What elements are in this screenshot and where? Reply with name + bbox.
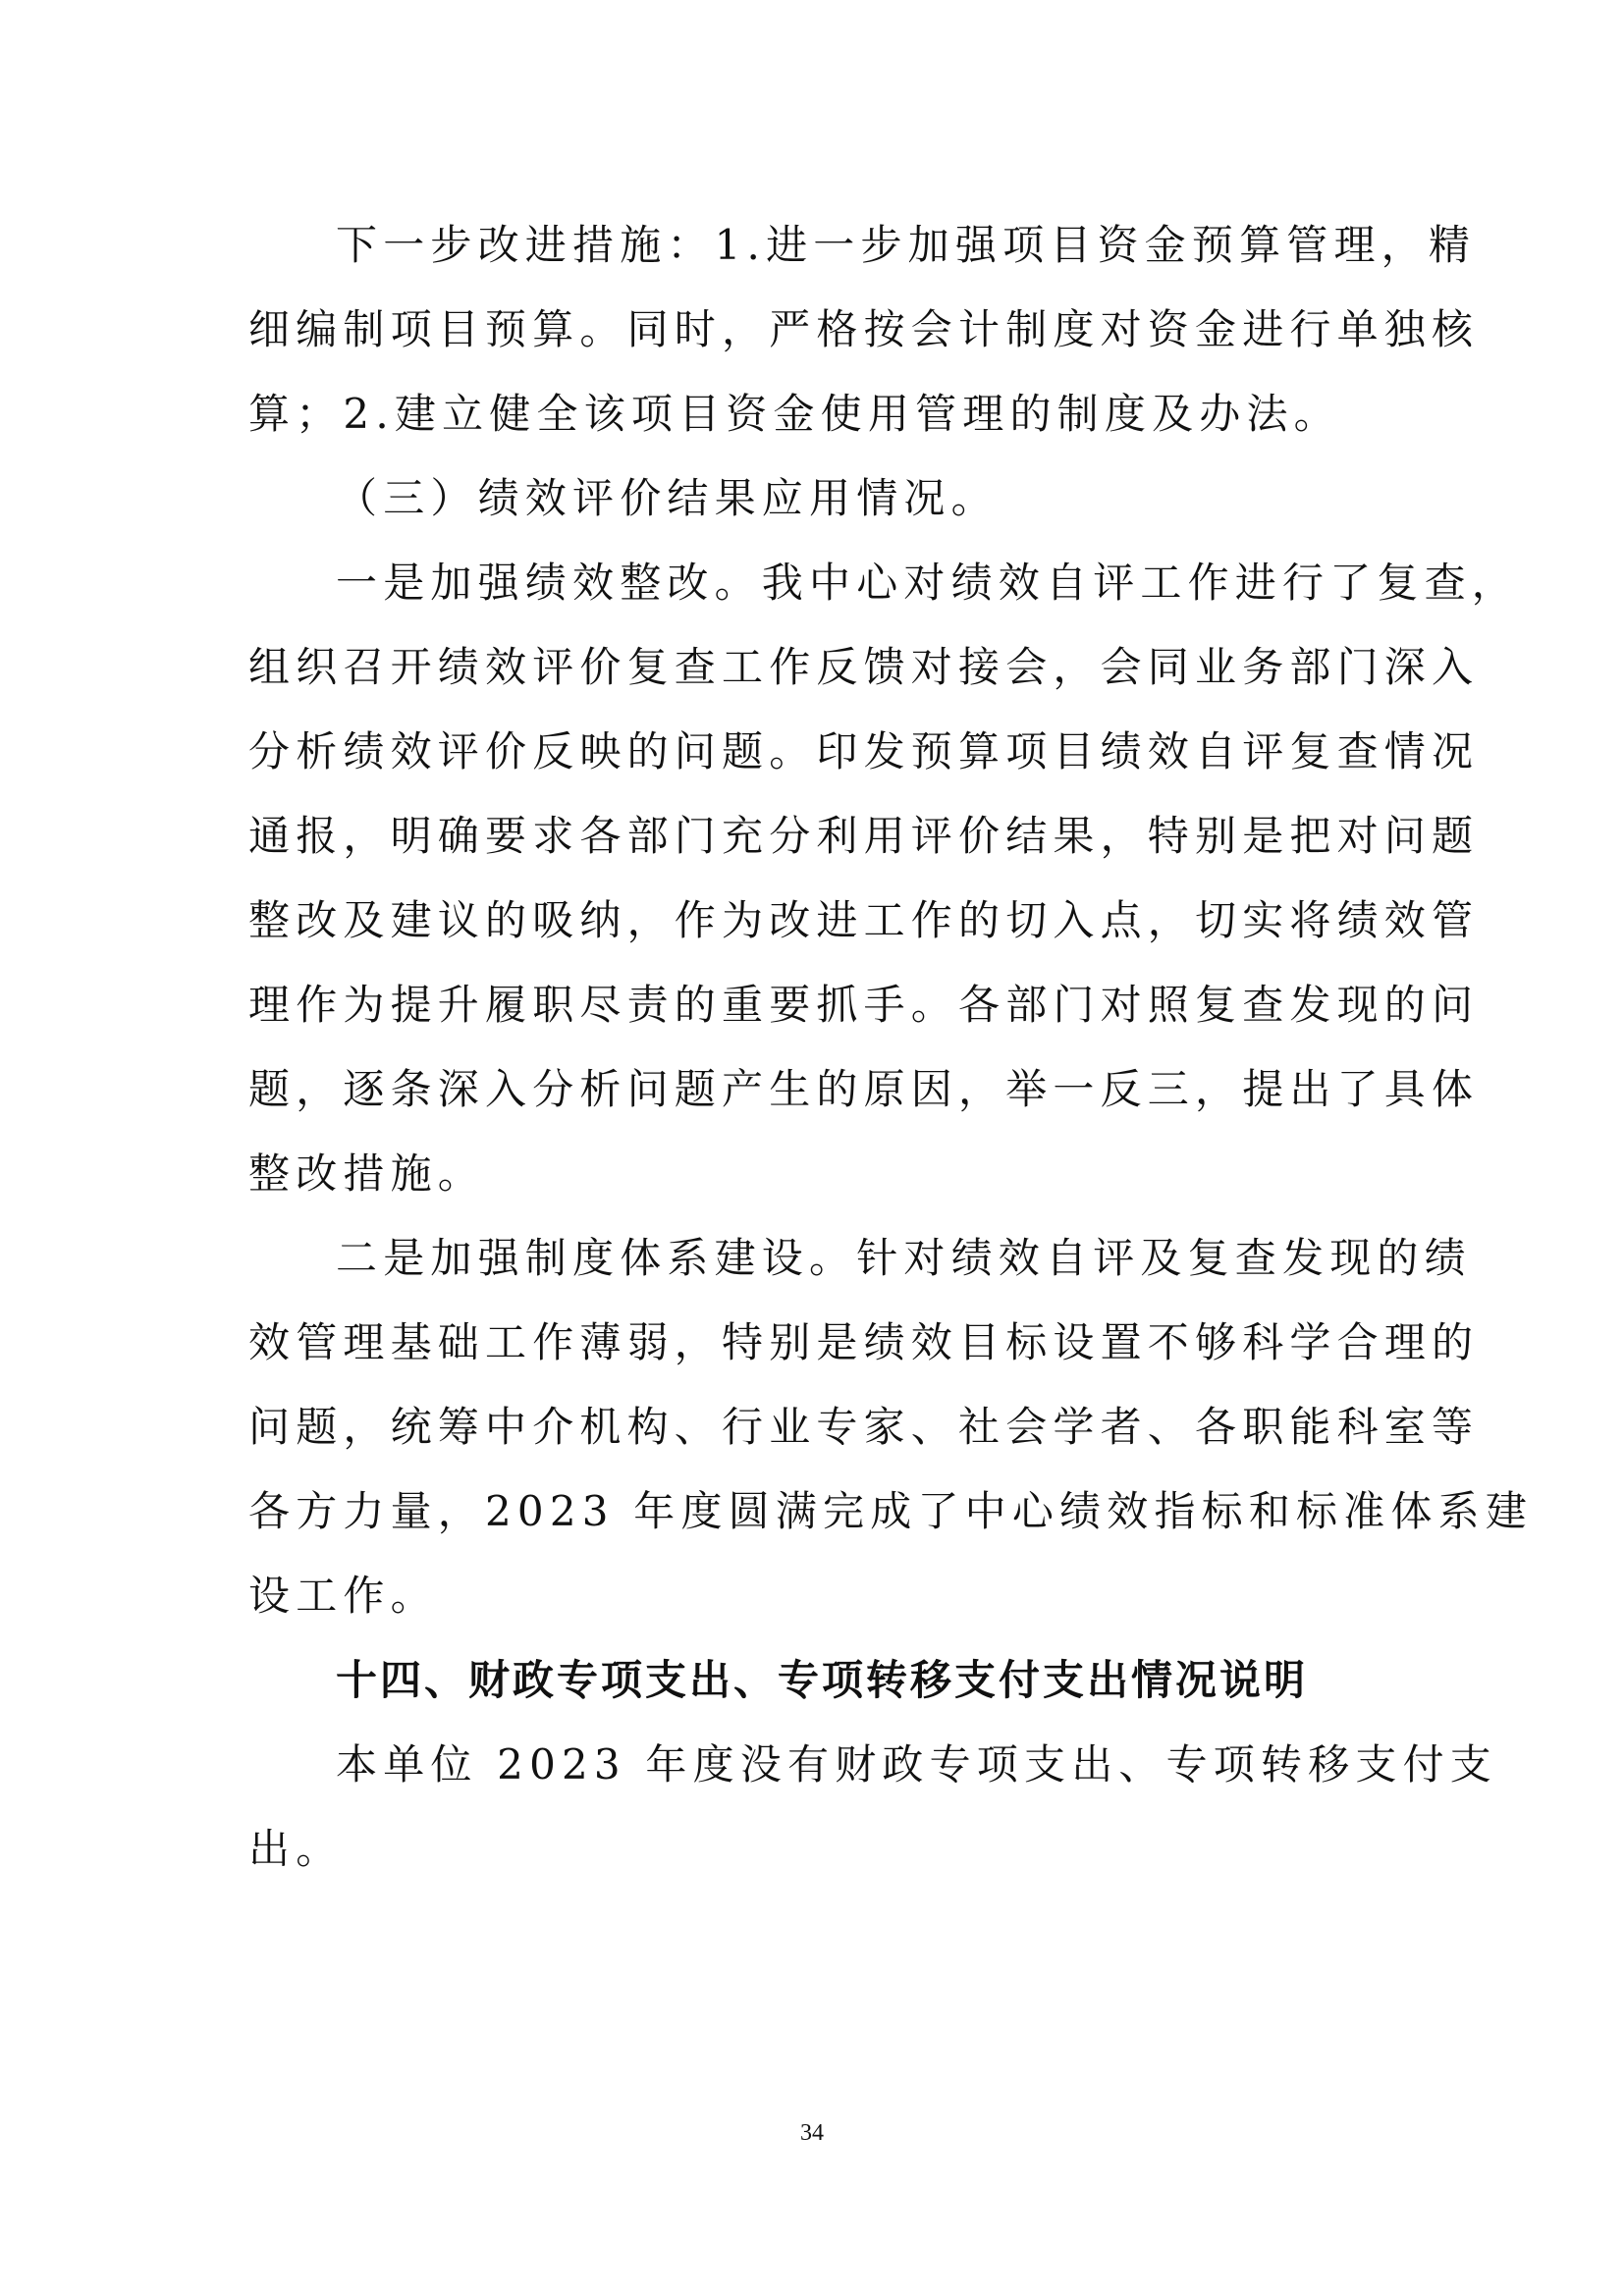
page-number: 34 [800, 2120, 824, 2146]
paragraph-rectification-line-2: 组织召开绩效评价复查工作反馈对接会，会同业务部门深入 [248, 643, 1480, 691]
paragraph-special-line-1: 本单位 2023 年度没有财政专项支出、专项转移支付支 [336, 1740, 1497, 1789]
paragraph-improvement-line-2: 细编制项目预算。同时，严格按会计制度对资金进行单独核 [248, 305, 1480, 353]
paragraph-system-line-3: 问题，统筹中介机构、行业专家、社会学者、各职能科室等 [248, 1403, 1480, 1451]
paragraph-rectification-line-8: 整改措施。 [248, 1149, 486, 1198]
paragraph-rectification-line-3: 分析绩效评价反映的问题。印发预算项目绩效自评复查情况 [248, 727, 1480, 775]
paragraph-rectification-line-6: 理作为提升履职尽责的重要抓手。各部门对照复查发现的问 [248, 981, 1480, 1029]
paragraph-special-line-2: 出。 [248, 1825, 344, 1873]
subsection-heading: （三）绩效评价结果应用情况。 [336, 474, 999, 522]
paragraph-rectification-line-7: 题，逐条深入分析问题产生的原因，举一反三，提出了具体 [248, 1065, 1480, 1113]
paragraph-rectification-line-1: 一是加强绩效整改。我中心对绩效自评工作进行了复查， [336, 559, 1520, 607]
section-heading: 十四、财政专项支出、专项转移支付支出情况说明 [336, 1656, 1309, 1704]
paragraph-improvement-line-3: 算；2.建立健全该项目资金使用管理的制度及办法。 [248, 390, 1341, 438]
paragraph-rectification-line-4: 通报，明确要求各部门充分利用评价结果，特别是把对问题 [248, 812, 1480, 860]
paragraph-system-line-4: 各方力量，2023 年度圆满完成了中心绩效指标和标准体系建 [248, 1487, 1534, 1535]
paragraph-rectification-line-5: 整改及建议的吸纳，作为改进工作的切入点，切实将绩效管 [248, 896, 1480, 944]
paragraph-improvement-line-1: 下一步改进措施：1.进一步加强项目资金预算管理，精 [336, 221, 1477, 269]
paragraph-system-line-5: 设工作。 [248, 1572, 438, 1620]
paragraph-system-line-2: 效管理基础工作薄弱，特别是绩效目标设置不够科学合理的 [248, 1318, 1480, 1366]
paragraph-system-line-1: 二是加强制度体系建设。针对绩效自评及复查发现的绩 [336, 1234, 1472, 1282]
